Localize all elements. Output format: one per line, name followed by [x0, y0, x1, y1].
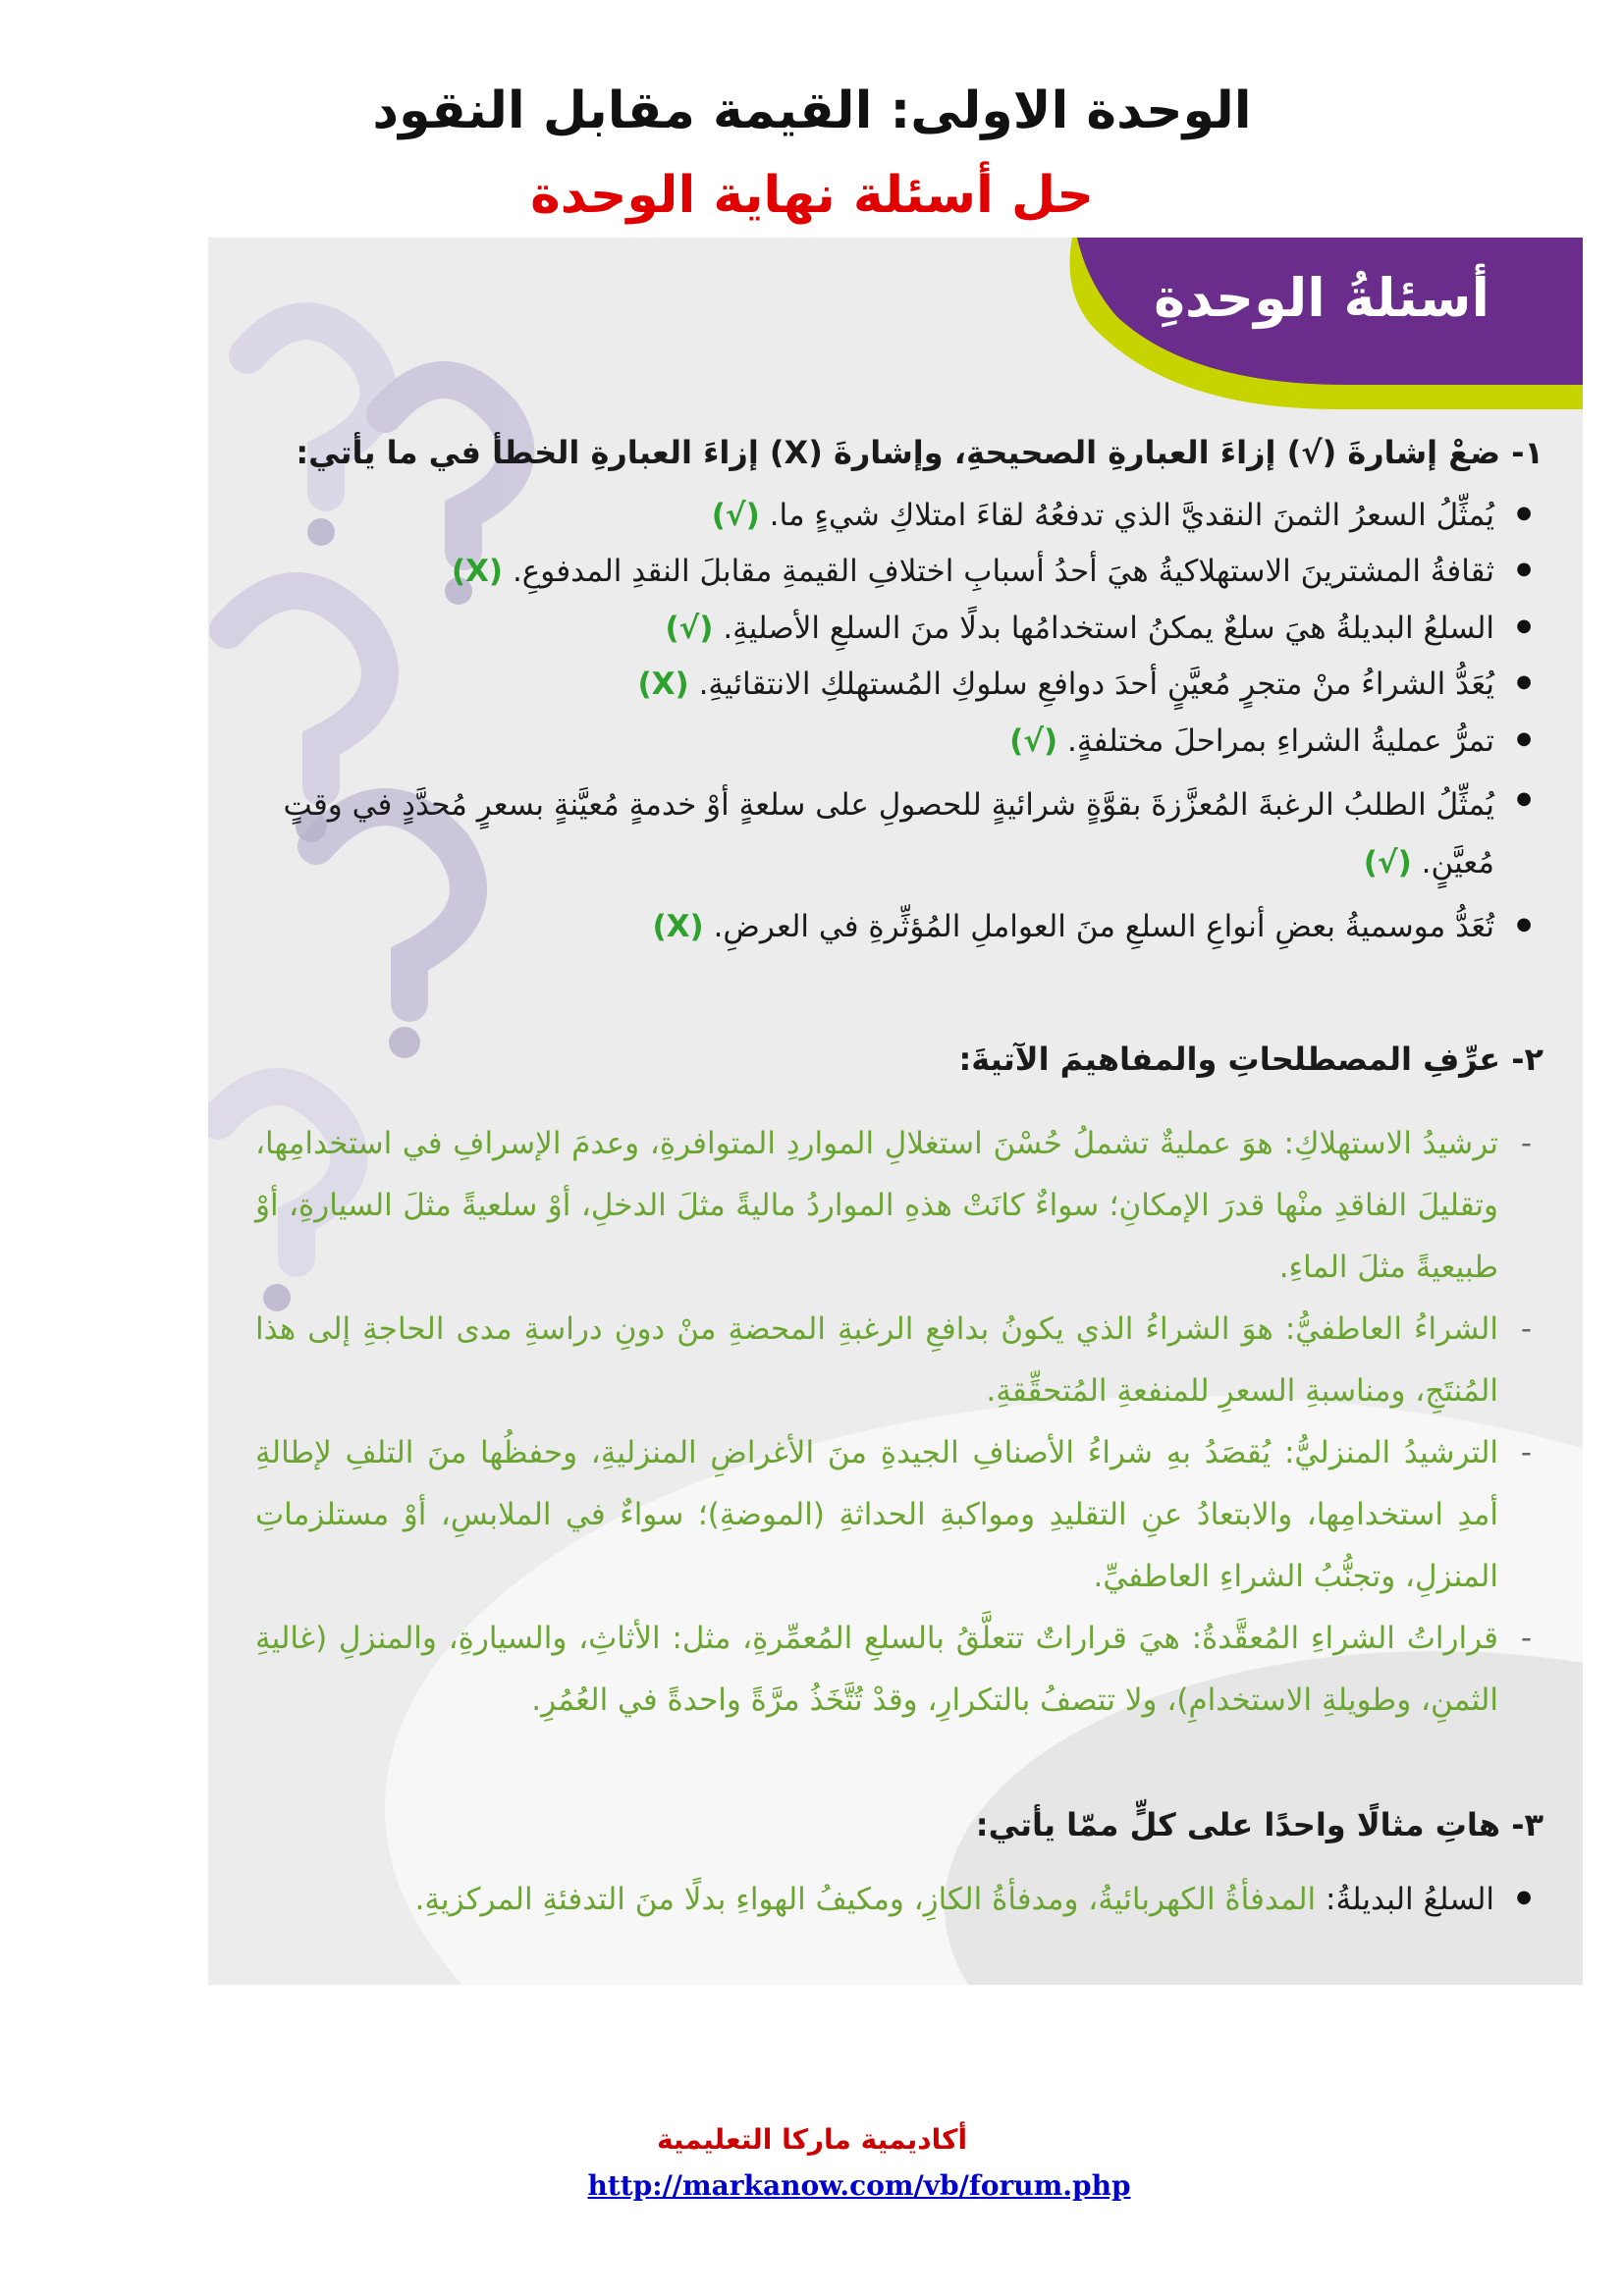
statement-text: ثقافةُ المشترينَ الاستهلاكيةُ هيَ أحدُ أسبابِ اختلافِ القيمةِ مقابلَ النقدِ المدفوعِ. — [512, 554, 1494, 590]
list-item — [255, 1422, 1532, 1608]
list-item — [265, 608, 1532, 650]
list-item — [255, 1113, 1532, 1299]
list-item — [255, 1608, 1532, 1732]
answer-mark: (X) — [652, 908, 704, 944]
page-title: الوحدة الاولى: القيمة مقابل النقود — [372, 81, 1252, 140]
answer-mark: (X) — [637, 667, 689, 703]
banner-title: أسئلةُ الوحدةِ — [1154, 267, 1489, 329]
list-item — [255, 1299, 1532, 1422]
definition-term: الترشيدُ المنزليُّ: — [1283, 1435, 1498, 1470]
list-item — [265, 776, 1532, 892]
list-item — [255, 1879, 1532, 1921]
textbook-page — [208, 238, 1583, 1985]
footer-organization: أكاديمية ماركا التعليمية — [656, 2123, 968, 2156]
definition-text: هوَ الشراءُ الذي يكونُ بدافعِ الرغبةِ المحضةِ منْ دونِ دراسةِ مدى الحاجةِ إلى هذا المُنتَجِ، ومناسبةِ السعرِ للمنفعةِ المُتحقِّقةِ. — [255, 1311, 1498, 1409]
definition-text: هيَ قراراتٌ تتعلَّقُ بالسلعِ المُعمِّرةِ، مثل: الأثاثِ، والسيارةِ، والمنزلِ (غاليةِ الثمنِ، وطويلةِ الاستخدامِ)، ولا تتصفُ بالتكرارِ، وقدْ تُتَّخَذُ مرَّةً واحدةً في العُمُرِ. — [255, 1621, 1498, 1718]
list-item — [265, 495, 1532, 537]
statement-text: السلعُ البديلةُ هيَ سلعٌ يمكنُ استخدامُها بدلًا منَ السلعِ الأصليةِ. — [723, 610, 1494, 646]
example-term: السلعُ البديلةُ: — [1326, 1882, 1494, 1917]
definition-text: يُقصَدُ بهِ شراءُ الأصنافِ الجيدةِ منَ الأغراضِ المنزليةِ، وحفظُها منَ التلفِ لإطالةِ أمدِ استخدامِها، والابتعادُ عنِ التقليدِ ومواكبةِ الحداثةِ (الموضةِ)؛ سواءٌ في الملابسِ، أوْ مستلزماتِ المنزلِ، وتجنُّبُ الشراءِ العاطفيِّ. — [255, 1435, 1498, 1594]
definition-term: الشراءُ العاطفيُّ: — [1284, 1311, 1498, 1347]
list-item — [265, 906, 1532, 948]
answer-mark: (√) — [1363, 844, 1412, 881]
answer-mark: (X) — [451, 554, 504, 590]
answer-mark: (√) — [711, 498, 760, 533]
definition-text: هوَ عمليةٌ تشملُ حُسْنَ استغلالِ المواردِ المتوافرةِ، وعدمَ الإسرافِ في استخدامِها، وتقليلَ الفاقدِ منْها قدرَ الإمكانِ؛ سواءٌ كانَتْ هذهِ المواردُ ماليةً مثلَ الدخلِ، أوْ سلعيةً مثلَ السيارةِ، أوْ طبيعيةً مثلَ الماءِ. — [255, 1126, 1498, 1285]
page-subtitle: حل أسئلة نهاية الوحدة — [530, 166, 1094, 225]
statement-text: يُمثِّلُ الطلبُ الرغبةَ المُعزَّزةَ بقوَّةٍ شرائيةٍ للحصولِ على سلعةٍ أوْ خدمةٍ مُعيَّنةٍ بسعرٍ مُحدَّدٍ في وقتٍ مُعيَّنٍ. — [283, 786, 1494, 881]
example-text: المدفأةُ الكهربائيةُ، ومدفأةُ الكازِ، ومكيفُ الهواءِ بدلًا منَ التدفئةِ المركزيةِ. — [414, 1882, 1317, 1917]
question-3-heading: ٣- هاتِ مثالًا واحدًا على كلٍّ ممّا يأتي: — [975, 1806, 1543, 1843]
statement-text: تُعَدُّ موسميةُ بعضِ أنواعِ السلعِ منَ العواملِ المُؤثِّرةِ في العرضِ. — [713, 908, 1494, 944]
answer-mark: (√) — [1009, 722, 1058, 759]
question-2-heading: ٢- عرِّفِ المصطلحاتِ والمفاهيمَ الآتيةَ: — [958, 1041, 1543, 1078]
question-1-heading: ١- ضعْ إشارةَ (√) إزاءَ العبارةِ الصحيحةِ، وإشارةَ (X) إزاءَ العبارةِ الخطأ في ما يأتي: — [296, 434, 1543, 471]
footer-link[interactable]: http://markanow.com/vb/forum.php — [587, 2169, 1131, 2202]
statement-text: تمرُّ عمليةُ الشراءِ بمراحلَ مختلفةٍ. — [1066, 722, 1494, 759]
list-item — [265, 664, 1532, 706]
question-2-list — [255, 1113, 1532, 1732]
statement-text: يُمثِّلُ السعرُ الثمنَ النقديَّ الذي تدفعُهُ لقاءَ امتلاكِ شيءٍ ما. — [769, 498, 1494, 533]
definition-term: ترشيدُ الاستهلاكِ: — [1283, 1126, 1499, 1161]
list-item — [265, 721, 1532, 763]
question-3-list — [255, 1879, 1532, 1921]
list-item — [265, 551, 1532, 593]
question-1-list — [265, 495, 1532, 948]
answer-mark: (√) — [665, 610, 714, 646]
definition-term: قراراتُ الشراءِ المُعقَّدةُ: — [1191, 1621, 1498, 1656]
statement-text: يُعَدُّ الشراءُ منْ متجرٍ مُعيَّنٍ أحدَ دوافعِ سلوكِ المُستهلكِ الانتقائيةِ. — [698, 667, 1494, 703]
